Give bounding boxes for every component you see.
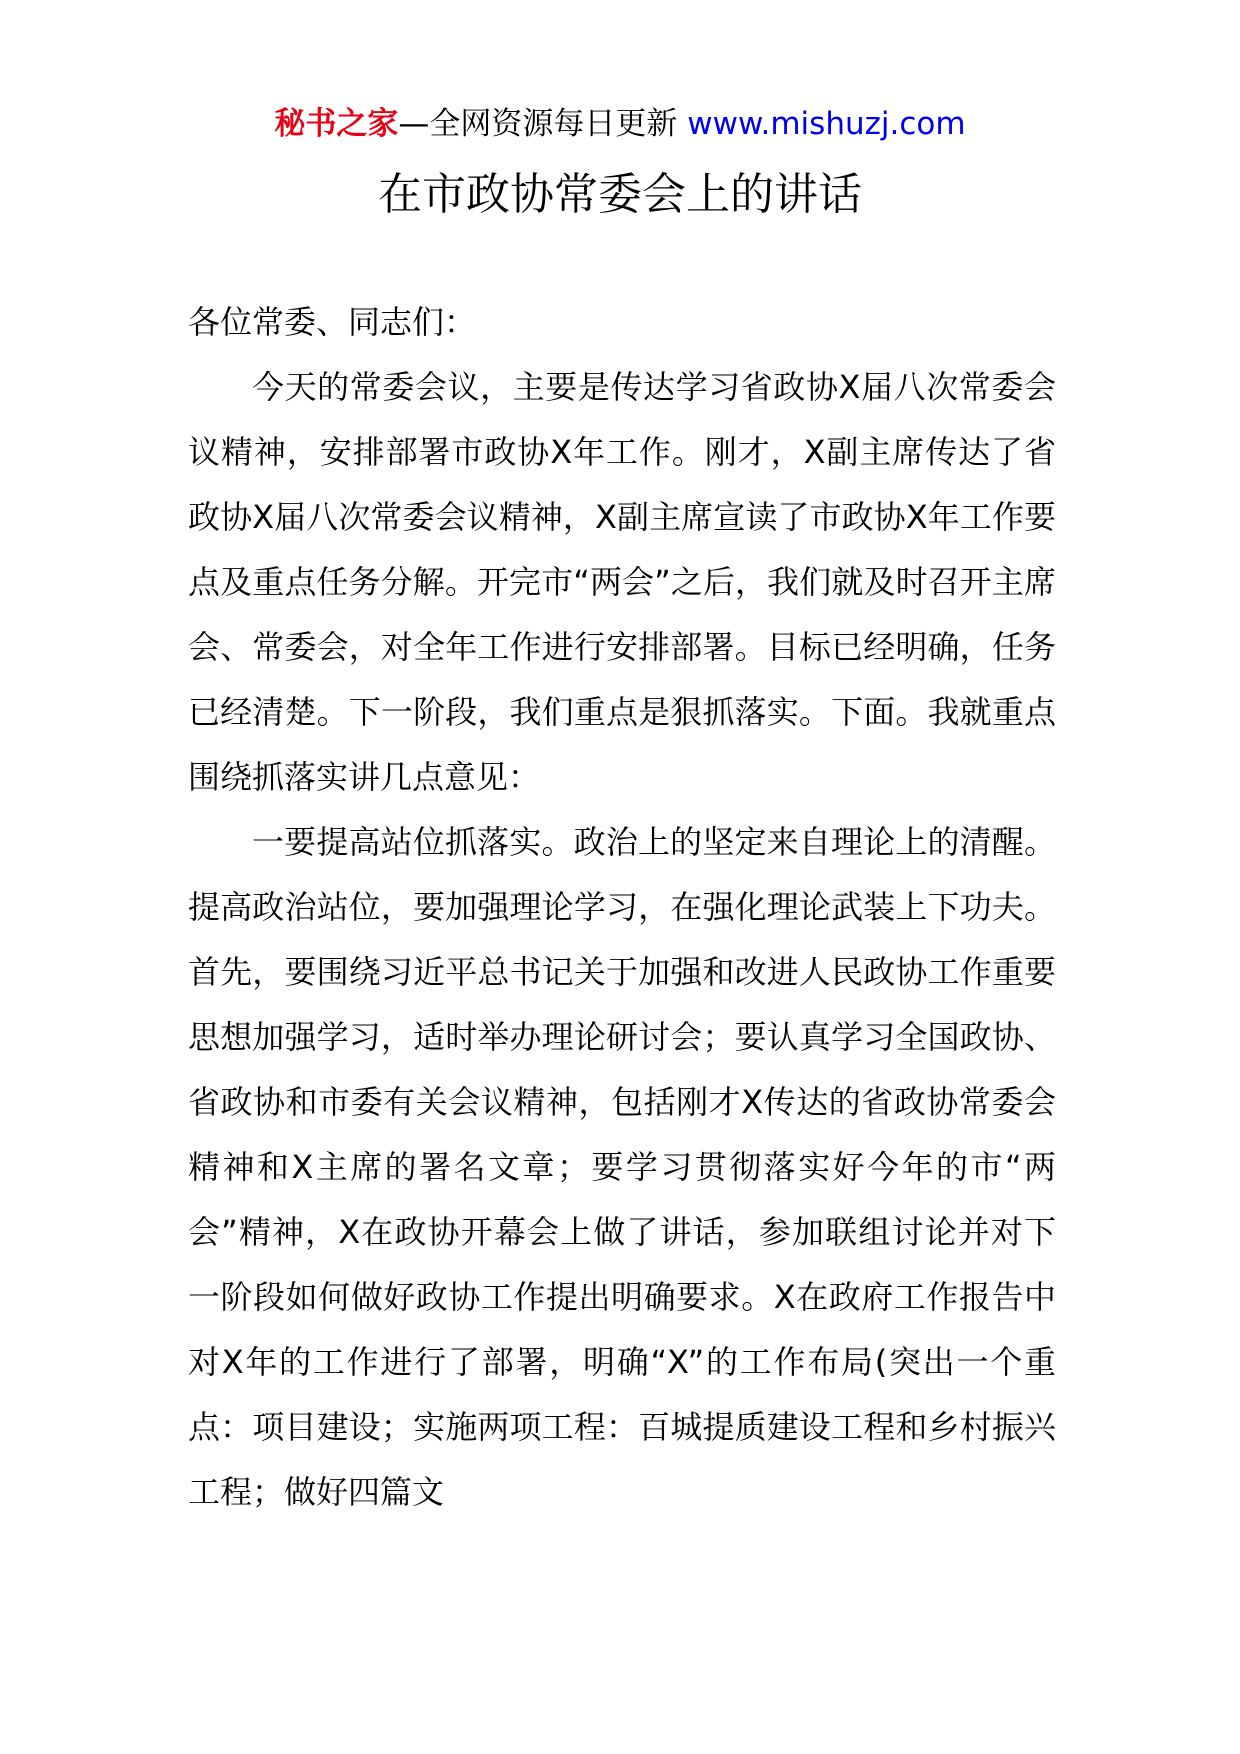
site-header [0,100,1240,148]
site-url-link[interactable]: www.mishuzj.com [687,106,966,142]
paragraph: 一要提高站位抓落实。政治上的坚定来自理论上的清醒。提高政治站位，要加强理论学习，在强化理论武装上下功夫。首先，要围绕习近平总书记关于加强和改进人民政协工作重要思想加强学习，适时举办理论研讨会；要认真学习全国政协、省政协和市委有关会议精神，包括刚才X传达的省政协常委会精神和X主席的署名文章；要学习贯彻落实好今年的市“两会”精神，X在政协开幕会上做了讲话，参加联组讨论并对下一阶段如何做好政协工作提出明确要求。X在政府工作报告中对X年的工作进行了部署，明确“X”的工作布局(突出一个重点：项目建设；实施两项工程：百城提质建设工程和乡村振兴工程；做好四篇文 [188,823,1056,1511]
document-title: 在市政协常委会上的讲话 [378,169,862,220]
salutation: 各位常委、同志们： [188,303,477,341]
header-slogan: —全网资源每日更新 [398,106,688,142]
brand-name: 秘书之家 [274,106,399,142]
paragraph: 今天的常委会议，主要是传达学习省政协X届八次常委会议精神，安排部署市政协X年工作。刚才，X副主席传达了省政协X届八次常委会议精神，X副主席宣读了市政协X年工作要点及重点任务分解。开完市“两会”之后，我们就及时召开主席会、常委会，对全年工作进行安排部署。目标已经明确，任务已经清楚。下一阶段，我们重点是狠抓落实。下面。我就重点围绕抓落实讲几点意见： [188,368,1056,796]
document-body [188,290,1056,1525]
